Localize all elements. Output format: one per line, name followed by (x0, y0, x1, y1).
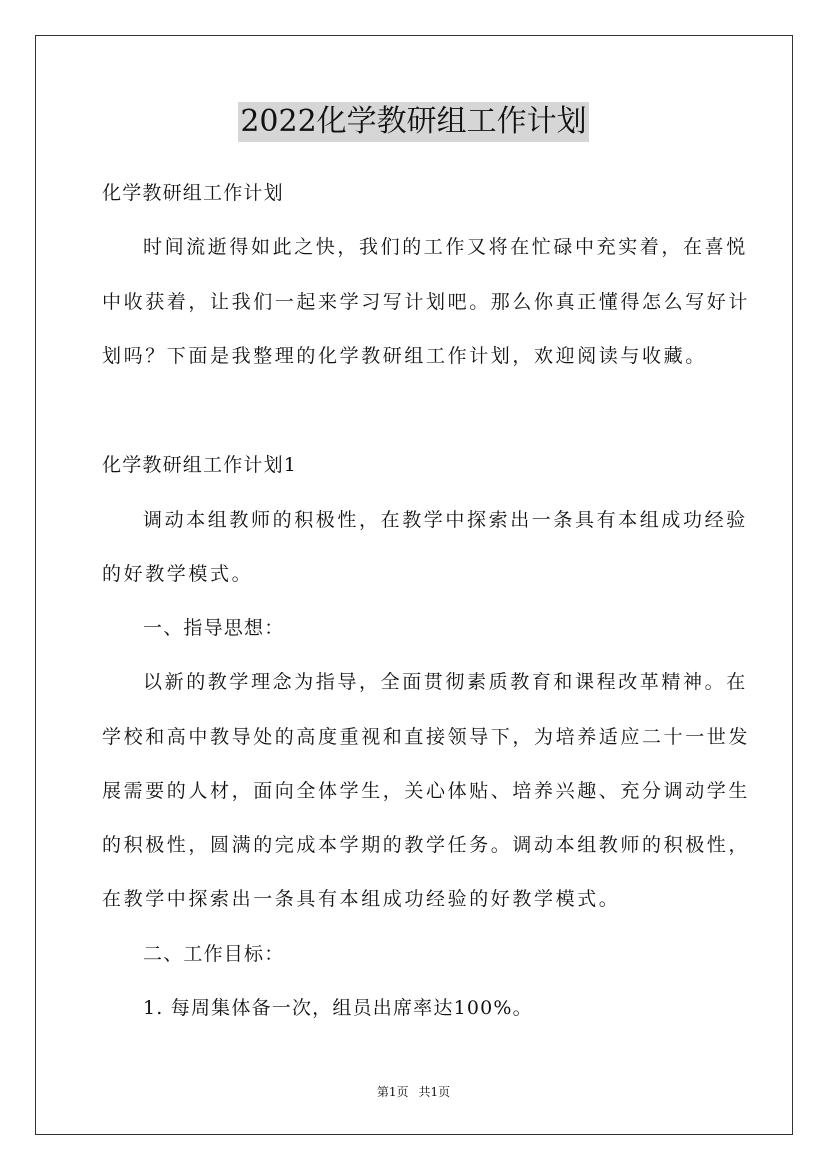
document-title: 2022化学教研组工作计划 (238, 102, 588, 142)
page-number: 第1页 (376, 1085, 409, 1099)
title-container (0, 102, 827, 142)
subsection-heading: 一、指导思想： (143, 617, 285, 639)
paragraph-line: 时间流逝得如此之快，我们的工作又将在忙碌中充实着，在喜悦 (143, 236, 748, 258)
paragraph-line: 的积极性，圆满的完成本学期的教学任务。调动本组教师的积极性， (102, 834, 751, 856)
paragraph-line: 的好教学模式。 (102, 563, 254, 585)
subsection-heading: 二、工作目标： (143, 943, 285, 965)
page-total: 共1页 (418, 1085, 451, 1099)
list-item: 1. 每周集体备一次，组员出席率达100%。 (143, 997, 533, 1019)
paragraph-line: 展需要的人材，面向全体学生，关心体贴、培养兴趣、充分调动学生 (102, 780, 751, 802)
page-footer (0, 1084, 827, 1100)
paragraph-line: 划吗？下面是我整理的化学教研组工作计划，欢迎阅读与收藏。 (102, 345, 707, 367)
paragraph-line: 调动本组教师的积极性，在教学中探索出一条具有本组成功经验 (143, 509, 748, 531)
section-heading: 化学教研组工作计划1 (102, 454, 298, 476)
paragraph-line: 以新的教学理念为指导，全面贯彻素质教育和课程改革精神。在 (143, 671, 748, 693)
paragraph-line: 学校和高中教导处的高度重视和直接领导下，为培养适应二十一世发 (102, 726, 751, 748)
section-heading: 化学教研组工作计划 (102, 182, 284, 204)
paragraph-line: 在教学中探索出一条具有本组成功经验的好教学模式。 (102, 888, 621, 910)
paragraph-line: 中收获着，让我们一起来学习写计划吧。那么你真正懂得怎么写好计 (102, 291, 751, 313)
